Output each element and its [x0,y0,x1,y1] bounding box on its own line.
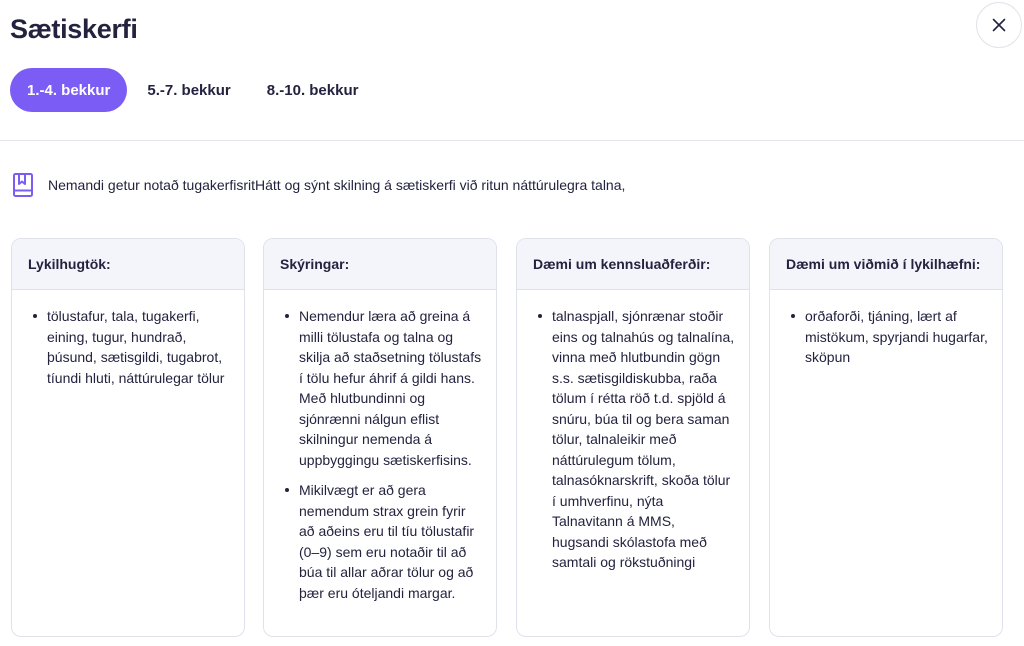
header [0,0,1024,141]
close-button[interactable] [976,2,1022,48]
card-heading: Dæmi um viðmið í lykilhæfni: [770,239,1002,290]
tab-grade-8-10[interactable]: 8.-10. bekkur [266,81,359,99]
card-key-concepts [11,238,245,637]
card-key-competence-criteria [769,238,1003,637]
close-icon [992,18,1006,32]
card-list [790,306,988,368]
list-item: tölustafur, tala, tugakerfi, eining, tugur, hundrað, þúsund, sætisgildi, tugabrot, tíundi hluti, náttúrulegar tölur [32,306,230,388]
card-teaching-methods [516,238,750,637]
list-item: talnaspjall, sjónrænar stoðir eins og talnahús og talnalína, vinna með hlutbundin gögn s.s. sætisgildiskubba, raða tölum í rétta röð t.d. spjöld á snúru, búa til og bera saman tölur, talnaleikir með náttúrulegum tölum, talnasóknarskrift, skoða tölur í umhverfinu, nýta Talnavitann á MMS, hugsandi skólastofa með samtali og rökstuðningi [537,306,735,573]
card-heading: Lykilhugtök: [12,239,244,290]
tab-grade-5-7[interactable]: 5.-7. bekkur [147,81,231,99]
card-heading: Skýringar: [264,239,496,290]
book-icon [12,172,34,198]
card-list [284,306,482,603]
grade-tabs [10,68,374,112]
list-item: Mikilvægt er að gera nemendum strax grein fyrir að aðeins eru til tíu tölustafir (0–9) sem eru notaðir til að búa til allar aðrar tölur og að þær eru óteljandi margar. [284,480,482,603]
card-explanations [263,238,497,637]
card-list [537,306,735,573]
competency-text: Nemandi getur notað tugakerfisritHátt og sýnt skilning á sætiskerfi við ritun náttúrulegra talna, [48,177,626,193]
list-item: orðaforði, tjáning, lært af mistökum, spyrjandi hugarfar, sköpun [790,306,988,368]
card-heading: Dæmi um kennsluaðferðir: [517,239,749,290]
list-item: Nemendur læra að greina á milli tölustafa og talna og skilja að staðsetning tölustafs í tölu hefur áhrif á gildi hans. Með hlutbundinni og sjónrænni nálgun eflist skilningur nemenda á uppbyggingu sætiskerfisins. [284,306,482,470]
page-title: Sætiskerfi [10,14,138,44]
competency-statement [12,172,625,198]
card-list [32,306,230,388]
tab-grade-1-4[interactable]: 1.-4. bekkur [10,68,127,112]
